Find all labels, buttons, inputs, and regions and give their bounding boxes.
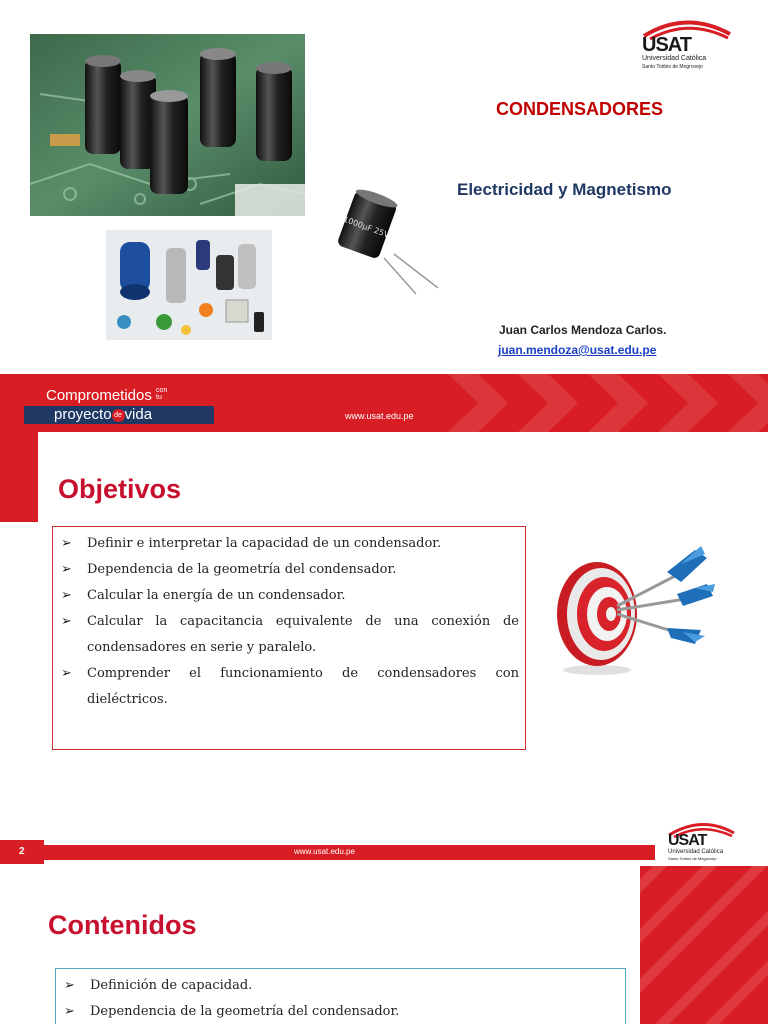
- usat-logo-small: [666, 818, 746, 862]
- objective-text: Comprender el funcionamiento de condensadores con dieléctricos.: [87, 666, 519, 707]
- capacitors-assortment-photo: [106, 230, 272, 340]
- slide-objectives: [0, 432, 768, 810]
- usat-logo-subtitle-2: Santo Toribio de Mogrovejo: [668, 856, 717, 861]
- page-number: 2: [19, 846, 25, 857]
- usat-logo-text: USAT: [668, 832, 707, 849]
- list-item: [53, 531, 519, 557]
- header-url-link[interactable]: www.usat.edu.pe: [294, 847, 355, 856]
- arrow-bullet-icon: ➢: [61, 614, 72, 629]
- footer-url-link[interactable]: www.usat.edu.pe: [345, 411, 414, 421]
- footer-banner: [0, 374, 768, 432]
- author-name: Juan Carlos Mendoza Carlos.: [499, 323, 667, 337]
- course-subtitle: Electricidad y Magnetismo: [457, 180, 672, 199]
- arrow-bullet-icon: ➢: [61, 536, 72, 551]
- content-text: Definición de capacidad.: [90, 978, 253, 993]
- contents-list: [55, 968, 626, 1024]
- contents-heading: Contenidos: [48, 910, 197, 940]
- objectives-list: [52, 526, 526, 750]
- arrow-bullet-icon: ➢: [61, 666, 72, 681]
- slogan-con-tu: con tu: [156, 387, 168, 401]
- usat-logo-subtitle-2: Santo Toribio de Mogrovejo: [642, 64, 703, 70]
- chevron-pattern-icon: [408, 374, 768, 432]
- slide-title: [0, 0, 768, 432]
- author-email-link[interactable]: juan.mendoza@usat.edu.pe: [498, 343, 657, 357]
- objective-text: Calcular la energía de un condensador.: [87, 588, 346, 603]
- list-item: [53, 583, 519, 609]
- slogan-line-2: [24, 406, 214, 424]
- list-item: [56, 973, 625, 999]
- objective-text: Definir e interpretar la capacidad de un condensador.: [87, 536, 442, 551]
- arrow-bullet-icon: ➢: [64, 1004, 75, 1019]
- arrow-bullet-icon: ➢: [61, 562, 72, 577]
- capacitor-label: 1000µF 25V: [342, 214, 391, 240]
- objectives-heading: Objetivos: [58, 474, 182, 504]
- diagonal-pattern-icon: [640, 866, 768, 1024]
- slide-contents: [0, 810, 768, 1024]
- electrolytic-capacitor-photo: [322, 188, 444, 296]
- target-darts-icon: [555, 544, 720, 679]
- slogan-proyecto: proyecto: [54, 406, 112, 423]
- circuit-board-photo: [30, 34, 305, 216]
- arrow-bullet-icon: ➢: [61, 588, 72, 603]
- content-text: Dependencia de la geometría del condensador.: [90, 1004, 400, 1019]
- right-red-panel: [640, 866, 768, 1024]
- list-item: [53, 609, 519, 661]
- list-item: [56, 999, 625, 1024]
- left-red-accent: [0, 432, 38, 522]
- objective-text: Calcular la capacitancia equivalente de una conexión de condensadores en serie y paralelo.: [87, 614, 519, 655]
- slogan-comprometidos: Comprometidos: [46, 387, 152, 404]
- slogan-vida: vida: [124, 406, 153, 423]
- usat-logo-subtitle: Universidad Católica: [642, 55, 707, 62]
- list-item: [53, 557, 519, 583]
- objective-text: Dependencia de la geometría del condensador.: [87, 562, 397, 577]
- list-item: [53, 661, 519, 713]
- slogan-de: de: [112, 409, 125, 422]
- arrow-bullet-icon: ➢: [64, 978, 75, 993]
- usat-logo-subtitle: Universidad Católica: [668, 849, 724, 855]
- usat-logo: [640, 14, 736, 74]
- presentation-title: CONDENSADORES: [496, 99, 664, 119]
- slogan-line-1: [46, 387, 170, 404]
- usat-logo-text: USAT: [642, 34, 691, 56]
